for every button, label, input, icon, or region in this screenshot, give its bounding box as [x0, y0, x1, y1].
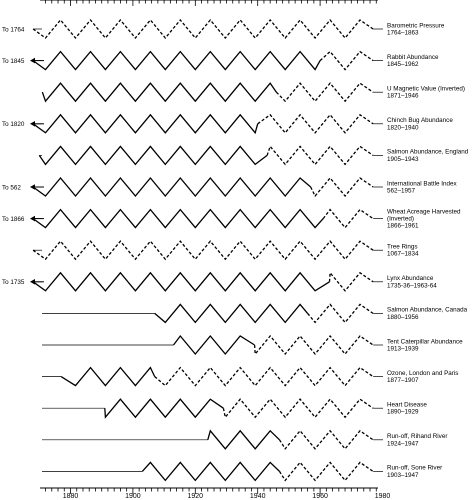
- series-row: [42, 304, 468, 322]
- x-tick-label: 1960: [312, 493, 328, 500]
- x-tick-labels: [63, 493, 391, 500]
- x-tick-label: 1920: [187, 493, 204, 500]
- series-arrow-head: [30, 58, 35, 64]
- series-wave-dashed: [320, 52, 373, 70]
- series-wave-solid: [105, 399, 224, 417]
- series-row: [2, 273, 437, 291]
- x-tick-label: 1980: [374, 493, 391, 500]
- series-label: Salmon Abundance, England: [387, 148, 469, 156]
- series-row: [42, 399, 427, 417]
- series-row: [2, 178, 458, 196]
- series-start-note: To 1735: [2, 279, 25, 287]
- series-label: 1890–1929: [387, 408, 419, 416]
- series-row: [2, 115, 453, 133]
- series-row: [42, 83, 465, 101]
- series-label: Lynx Abundance: [387, 275, 434, 283]
- series-wave-solid: [33, 115, 258, 133]
- series-row: [42, 336, 463, 354]
- series-wave-dashed: [255, 336, 374, 354]
- series-wave-solid: [142, 462, 279, 480]
- x-tick-label: 1880: [62, 493, 79, 500]
- series-start-note: To 1866: [2, 215, 25, 223]
- series-wave-dashed: [323, 210, 373, 228]
- series-wave-solid: [155, 304, 308, 322]
- series-wave-dashed: [280, 431, 374, 449]
- series-wave-solid: [208, 431, 280, 449]
- series-label: Tent Caterpillar Abundance: [387, 338, 463, 346]
- series-start-note: To 1820: [2, 121, 25, 129]
- series-label: 1877–1907: [387, 377, 419, 385]
- top-axis-ticks: [46, 0, 377, 6]
- series-label: 1871–1946: [387, 92, 419, 100]
- series-label: 1866–1961: [387, 222, 419, 230]
- series-start-note: To 562: [2, 184, 21, 192]
- series-wave-dashed: [33, 20, 373, 38]
- series-label: Run-off, Sone River: [387, 464, 443, 472]
- series-label: Tree Rings: [387, 243, 418, 251]
- series-wave-dashed: [276, 83, 373, 101]
- series-wave-dashed: [258, 115, 373, 133]
- series-wave-dashed: [33, 241, 373, 259]
- series-label: 1067–1834: [387, 250, 419, 258]
- series-wave-solid: [42, 83, 276, 101]
- series-start-note: To 1764: [2, 26, 25, 34]
- series-wave-solid: [33, 210, 323, 228]
- series-wave-dashed: [155, 368, 373, 386]
- series-row: [42, 462, 442, 480]
- series-label: Barometric Pressure: [387, 22, 445, 30]
- series-label: 1845–1962: [387, 61, 419, 69]
- series-start-note: To 1845: [2, 57, 25, 65]
- series-label: 1735-36–1963-64: [387, 282, 437, 290]
- series-label: Run-off, Rihand River: [387, 433, 448, 441]
- series-row: [39, 146, 468, 164]
- series-rows: [2, 20, 469, 480]
- series-wave-dashed: [308, 304, 374, 322]
- series-row: [42, 368, 458, 386]
- series-label: 562–1957: [387, 187, 416, 195]
- series-label: 1913–1939: [387, 345, 419, 353]
- series-label: Salmon Abundance, Canada: [387, 306, 468, 314]
- series-label: (Inverted): [387, 215, 414, 223]
- series-label: 1880–1956: [387, 313, 419, 321]
- series-label: U Magnetic Value (Inverted): [387, 85, 465, 93]
- series-wave-dashed: [267, 146, 373, 164]
- series-wave-dashed: [280, 462, 374, 480]
- series-label: Chinch Bug Abundance: [387, 117, 453, 125]
- series-row: [42, 431, 447, 449]
- series-label: 1924–1947: [387, 440, 419, 448]
- series-wave-solid: [174, 336, 255, 354]
- series-label: 1820–1940: [387, 124, 419, 132]
- series-arrow-head: [30, 216, 35, 222]
- series-wave-solid: [33, 273, 329, 291]
- x-tick-label: 1900: [125, 493, 141, 500]
- series-label: 1903–1947: [387, 471, 419, 479]
- series-arrow-head: [30, 184, 35, 190]
- series-wave-solid: [61, 368, 155, 386]
- series-wave-solid: [39, 146, 267, 164]
- series-label: Wheat Acreage Harvested: [387, 208, 461, 216]
- series-wave-dashed: [311, 178, 373, 196]
- x-tick-label: 1940: [249, 493, 266, 500]
- series-label: Rabbit Abundance: [387, 53, 439, 61]
- series-wave-solid: [33, 178, 311, 196]
- series-label: 1905–1943: [387, 155, 419, 163]
- series-label: 1764–1863: [387, 29, 419, 37]
- series-row: [2, 52, 439, 70]
- series-label: Ozone, London and Paris: [387, 369, 459, 377]
- series-wave-dashed: [330, 273, 374, 291]
- series-label: International Battle Index: [387, 180, 457, 188]
- series-wave-dashed: [223, 399, 373, 417]
- series-wave-solid: [33, 52, 320, 70]
- series-label: Heart Disease: [387, 401, 427, 409]
- series-row: [2, 208, 461, 229]
- series-row: [2, 20, 445, 38]
- series-row: [33, 241, 419, 259]
- series-arrow-head: [30, 279, 35, 285]
- series-arrow-head: [30, 121, 35, 127]
